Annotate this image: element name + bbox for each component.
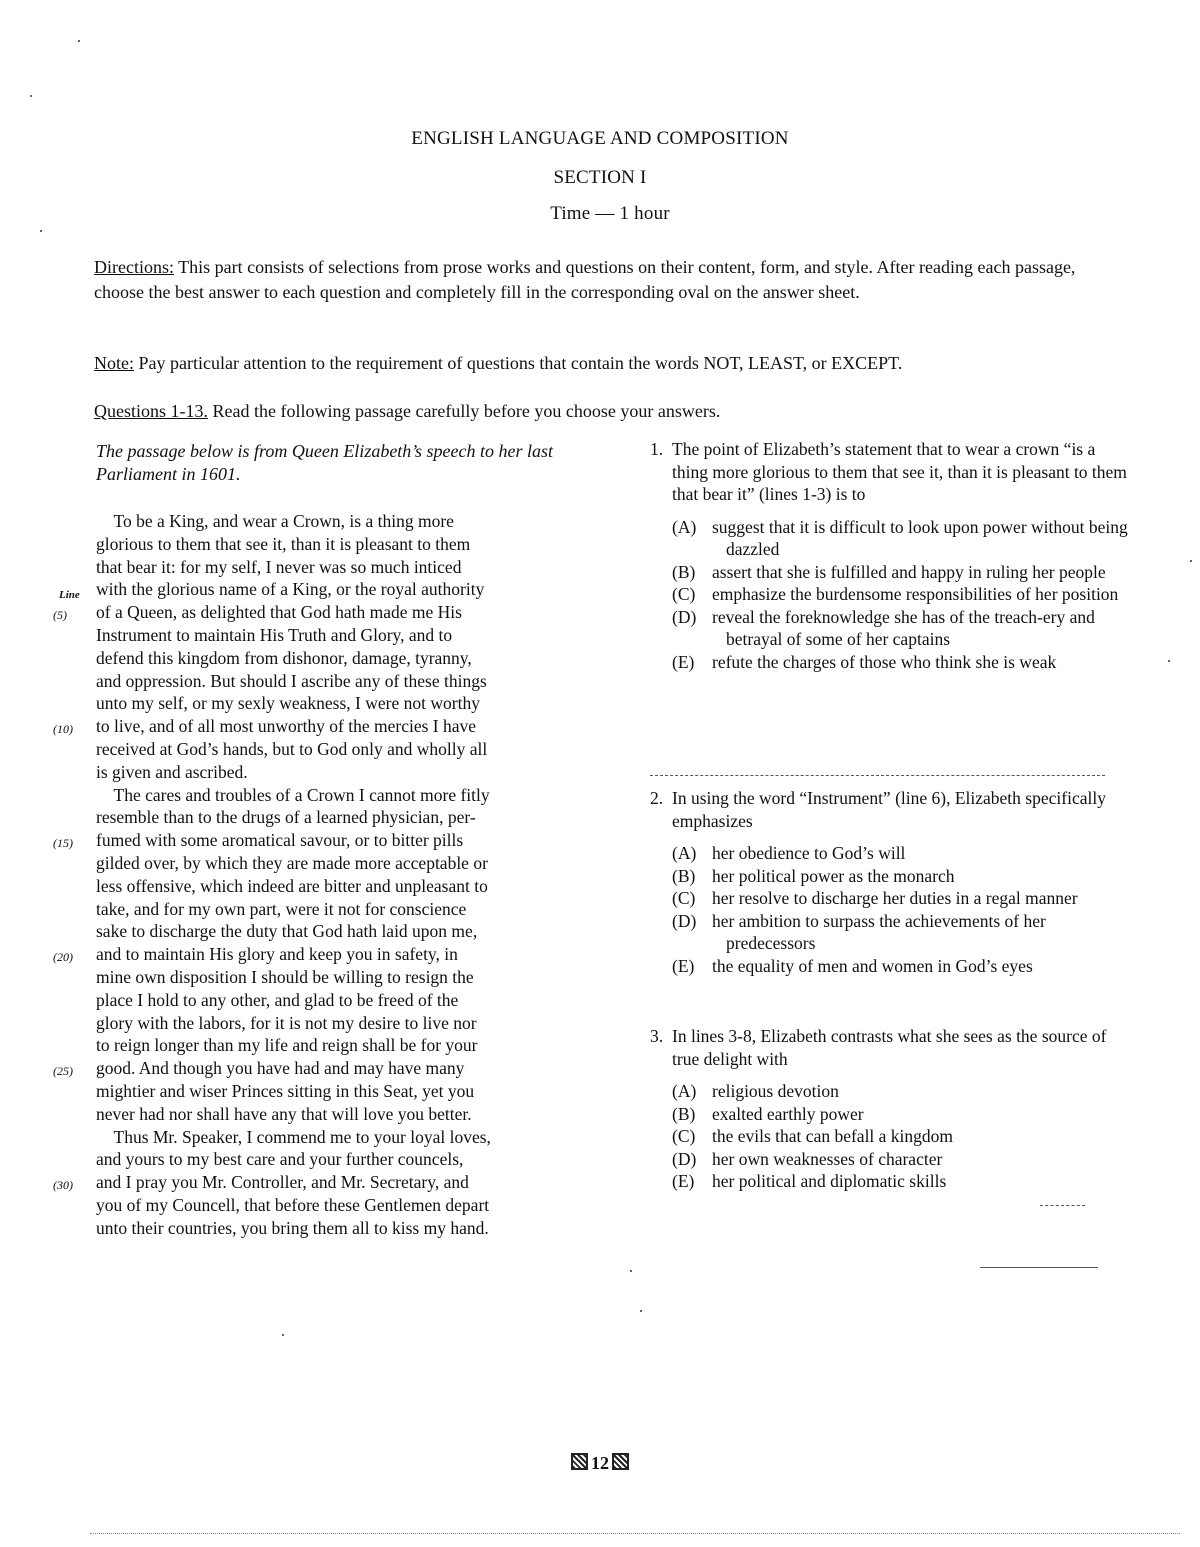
answer-choice bbox=[672, 1148, 1130, 1171]
scan-speck bbox=[40, 230, 42, 232]
scan-speck bbox=[1190, 560, 1192, 562]
page-marker-icon bbox=[571, 1453, 588, 1470]
passage-line: glory with the labors, for it is not my desire to live nor bbox=[96, 1012, 477, 1033]
choice-text: the equality of men and women in God’s eyes bbox=[712, 955, 1033, 976]
questions-range-label: Questions 1-13. bbox=[94, 401, 208, 421]
choice-text: her own weaknesses of character bbox=[712, 1148, 943, 1169]
note-text: Pay particular attention to the requirement of questions that contain the words NOT, LEAST, or EXCEPT. bbox=[134, 353, 903, 373]
passage-line: never had nor shall have any that will love you better. bbox=[96, 1103, 472, 1124]
passage-line: To be a King, and wear a Crown, is a thing more bbox=[96, 511, 454, 531]
passage-line: take, and for my own part, were it not for conscience bbox=[96, 898, 467, 919]
time-limit: Time — 1 hour bbox=[550, 203, 670, 224]
choice-text: her obedience to God’s will bbox=[712, 843, 906, 863]
choice-letter: (E) bbox=[672, 955, 695, 976]
choice-text: her ambition to surpass the achievements of her predecessors bbox=[712, 910, 1046, 953]
passage-line: is given and ascribed. bbox=[96, 761, 248, 782]
section-end-rule bbox=[980, 1267, 1098, 1268]
passage-line: defend this kingdom from dishonor, damage, tyranny, bbox=[96, 647, 472, 668]
section-title: SECTION I bbox=[553, 167, 647, 188]
answer-choices bbox=[650, 516, 1130, 674]
questions-intro-text: Read the following passage carefully before you choose your answers. bbox=[208, 401, 721, 421]
answer-choice bbox=[672, 887, 1130, 910]
answer-choice bbox=[672, 842, 1130, 865]
question-text: The point of Elizabeth’s statement that to wear a crown “is a thing more glorious to them that see it, than it is pleasant to them that bear it” (lines 1-3) is to bbox=[672, 439, 1127, 504]
choice-letter: (E) bbox=[672, 1171, 695, 1191]
choice-letter: (A) bbox=[672, 1081, 697, 1101]
scan-edge-line bbox=[90, 1533, 1180, 1534]
passage-intro: The passage below is from Queen Elizabeth’s speech to her last Parliament in 1601. bbox=[96, 441, 553, 484]
passage-line: glorious to them that see it, than it is pleasant to them bbox=[96, 533, 471, 554]
passage-line: to live, and of all most unworthy of the mercies I have bbox=[96, 716, 477, 737]
passage-line: sake to discharge the duty that God hath laid upon me, bbox=[96, 921, 478, 942]
answer-choice bbox=[672, 1125, 1130, 1148]
question-text: In lines 3-8, Elizabeth contrasts what she sees as the source of true delight with bbox=[672, 1026, 1107, 1069]
answer-choice bbox=[672, 955, 1130, 978]
passage-line: of a Queen, as delighted that God hath made me His bbox=[96, 602, 462, 623]
passage-line: and yours to my best care and your further councels, bbox=[96, 1149, 464, 1170]
question-1 bbox=[650, 438, 1130, 673]
passage-line: The cares and troubles of a Crown I cannot more fitly bbox=[96, 784, 490, 805]
passage-line: unto their countries, you bring them all to kiss my hand. bbox=[96, 1217, 489, 1238]
question-2 bbox=[650, 787, 1130, 977]
choice-text: suggest that it is difficult to look upon power without being dazzled bbox=[712, 516, 1128, 559]
line-number: (20) bbox=[53, 950, 73, 965]
answer-choice bbox=[672, 561, 1130, 584]
page-number-text: 12 bbox=[591, 1453, 609, 1473]
passage-line: received at God’s hands, but to God only and wholly all bbox=[96, 739, 488, 759]
answer-choice bbox=[672, 1080, 1130, 1103]
line-number: (15) bbox=[53, 836, 73, 851]
question-stem bbox=[650, 787, 1130, 832]
choice-letter: (A) bbox=[672, 516, 697, 537]
page-marker-icon bbox=[612, 1453, 629, 1470]
directions bbox=[94, 255, 1084, 305]
passage-line: and I pray you Mr. Controller, and Mr. Secretary, and bbox=[96, 1172, 469, 1193]
question-number: 3. bbox=[650, 1026, 664, 1046]
answer-choice bbox=[672, 1170, 1130, 1193]
scan-speck bbox=[640, 1310, 642, 1312]
choice-text: her resolve to discharge her duties in a regal manner bbox=[712, 888, 1078, 908]
passage-line: and oppression. But should I ascribe any of these things bbox=[96, 670, 487, 691]
line-number: (10) bbox=[53, 722, 73, 737]
choice-letter: (A) bbox=[672, 843, 697, 863]
exam-title: ENGLISH LANGUAGE AND COMPOSITION bbox=[411, 128, 789, 149]
passage-line: gilded over, by which they are made more acceptable or bbox=[96, 853, 488, 873]
passage-line: mine own disposition I should be willing to resign the bbox=[96, 967, 474, 987]
choice-text: refute the charges of those who think she is weak bbox=[712, 651, 1057, 672]
passage-line: Thus Mr. Speaker, I commend me to your loyal loves, bbox=[96, 1126, 491, 1147]
stray-mark bbox=[1040, 1205, 1085, 1206]
line-number: (25) bbox=[53, 1064, 73, 1079]
choice-text: exalted earthly power bbox=[712, 1103, 864, 1124]
scan-speck bbox=[282, 1334, 284, 1336]
passage-line: Instrument to maintain His Truth and Glory, and to bbox=[96, 625, 453, 645]
answer-choice bbox=[672, 606, 1130, 651]
passage-line: less offensive, which indeed are bitter and unpleasant to bbox=[96, 875, 488, 896]
passage-line: that bear it: for my self, I never was so much inticed bbox=[96, 556, 462, 577]
note-label: Note: bbox=[94, 353, 134, 373]
scan-speck bbox=[78, 40, 80, 42]
choice-letter: (D) bbox=[672, 910, 697, 931]
passage-line: to reign longer than my life and reign shall be for your bbox=[96, 1035, 478, 1056]
answer-choice bbox=[672, 1103, 1130, 1126]
answer-choice bbox=[672, 910, 1130, 955]
question-number: 1. bbox=[650, 439, 664, 459]
passage-line: fumed with some aromatical savour, or to bitter pills bbox=[96, 830, 464, 851]
passage-line: with the glorious name of a King, or the royal authority bbox=[96, 579, 485, 600]
choice-text: assert that she is fulfilled and happy in ruling her people bbox=[712, 561, 1106, 582]
question-text: In using the word “Instrument” (line 6), Elizabeth specifically emphasizes bbox=[672, 788, 1106, 831]
choice-letter: (C) bbox=[672, 584, 696, 604]
choice-letter: (B) bbox=[672, 561, 696, 582]
choice-letter: (C) bbox=[672, 888, 696, 908]
passage-line: place I hold to any other, and glad to be freed of the bbox=[96, 989, 459, 1010]
answer-choice bbox=[672, 583, 1130, 606]
choice-letter: (B) bbox=[672, 865, 696, 886]
passage-line: unto my self, or my sexly weakness, I were not worthy bbox=[96, 693, 480, 714]
choice-text: the evils that can befall a kingdom bbox=[712, 1126, 954, 1146]
choice-text: reveal the foreknowledge she has of the treach-ery and betrayal of some of her captains bbox=[712, 606, 1095, 649]
question-3 bbox=[650, 1025, 1130, 1193]
choice-letter: (B) bbox=[672, 1103, 696, 1124]
choice-text: her political and diplomatic skills bbox=[712, 1171, 947, 1191]
answer-choice bbox=[672, 865, 1130, 888]
line-label: Line bbox=[59, 589, 80, 601]
note bbox=[94, 351, 1084, 376]
questions-intro bbox=[94, 399, 1084, 424]
answer-choices bbox=[650, 842, 1130, 977]
choice-letter: (C) bbox=[672, 1126, 696, 1146]
scan-speck bbox=[1168, 660, 1170, 662]
passage-line: mightier and wiser Princes sitting in this Seat, yet you bbox=[96, 1081, 475, 1101]
choice-text: emphasize the burdensome responsibilities of her position bbox=[712, 584, 1119, 604]
choice-letter: (D) bbox=[672, 1148, 697, 1169]
answer-choice bbox=[672, 651, 1130, 674]
scan-speck bbox=[630, 1270, 632, 1272]
passage-line: you of my Councell, that before these Gentlemen depart bbox=[96, 1195, 490, 1215]
question-stem bbox=[650, 438, 1130, 506]
directions-text: This part consists of selections from prose works and questions on their content, form, and style. After reading each passage, choose the best answer to each question and completely fill in the corresponding oval on the answer sheet. bbox=[94, 257, 1076, 302]
line-number: (5) bbox=[53, 608, 67, 623]
question-stem bbox=[650, 1025, 1130, 1070]
answer-choice bbox=[672, 516, 1130, 561]
choice-letter: (D) bbox=[672, 606, 697, 627]
passage-line: resemble than to the drugs of a learned physician, per- bbox=[96, 807, 476, 828]
passage-line: good. And though you have had and may have many bbox=[96, 1058, 465, 1079]
choice-text: religious devotion bbox=[712, 1081, 839, 1101]
page-number bbox=[0, 1453, 1200, 1474]
choice-letter: (E) bbox=[672, 651, 695, 672]
choice-text: her political power as the monarch bbox=[712, 865, 955, 886]
question-number: 2. bbox=[650, 788, 664, 808]
directions-label: Directions: bbox=[94, 257, 174, 277]
answer-choices bbox=[650, 1080, 1130, 1193]
question-divider bbox=[650, 775, 1105, 776]
scan-speck bbox=[30, 95, 32, 97]
line-number: (30) bbox=[53, 1178, 73, 1193]
passage-line: and to maintain His glory and keep you in safety, in bbox=[96, 944, 458, 965]
passage-column bbox=[96, 440, 606, 486]
